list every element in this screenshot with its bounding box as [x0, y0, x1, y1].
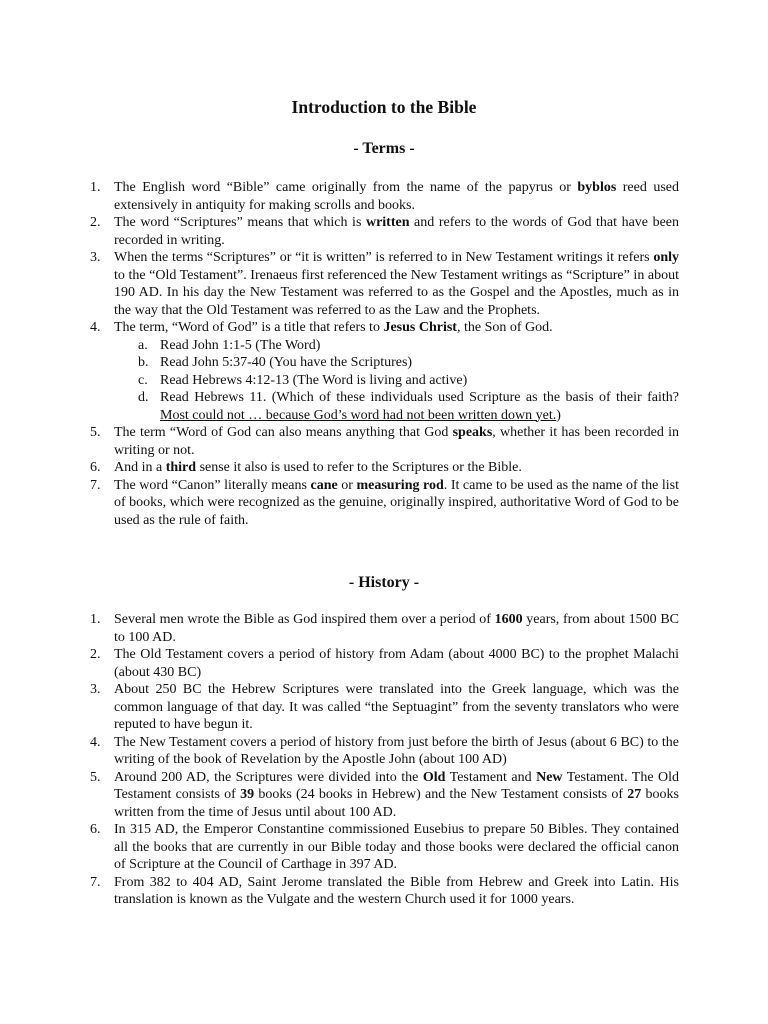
list-item-number: 1. — [90, 180, 101, 195]
emphasized-text: cane — [310, 477, 338, 493]
list-item-text: or — [337, 477, 357, 493]
emphasized-text: 27 — [627, 787, 642, 802]
underlined-text: Most could not … because God’s word had not been written down yet. — [160, 407, 557, 423]
list-item-text: The Old Testament covers a period of history from Adam (about 4000 BC) to the prophet Malachi (about 430 BC) — [114, 647, 679, 680]
list-item — [90, 319, 679, 424]
list-item-text: sense it also is used to refer to the Scriptures or the Bible. — [196, 460, 522, 475]
list-item — [90, 734, 679, 769]
history-heading: - History - — [348, 574, 420, 591]
list-item-text: Testament and — [445, 769, 537, 785]
list-item — [90, 821, 679, 874]
list-item-number: 3. — [90, 682, 101, 697]
list-item-number: 6. — [90, 460, 101, 475]
list-item-text: to the “Old Testament”. Irenaeus first referenced the New Testament writings as “Scripture” in about 190 AD. In his day the New Testament was referred to as the Gospel and the Apostles, much as in the way that the Old Testament was referred to as the Law and the Prophets. — [114, 267, 679, 318]
sub-list-item — [138, 372, 679, 390]
list-item-text: When the terms “Scriptures” or “it is written” is referred to in New Testament writings it refers — [114, 250, 654, 265]
emphasized-text: Jesus Christ — [383, 320, 457, 335]
emphasized-text: only — [653, 250, 679, 265]
history-list — [90, 611, 680, 909]
list-item-number: 1. — [90, 612, 101, 627]
list-item-text: The New Testament covers a period of history from just before the birth of Jesus (about 6 BC) to the writing of the book of Revelation by the Apostle John (about 100 AD) — [114, 734, 679, 767]
sub-list-item-letter: b. — [138, 355, 149, 370]
emphasized-text: speaks — [452, 425, 493, 440]
list-item-text: , the Son of God. — [456, 320, 553, 335]
list-item — [90, 874, 679, 909]
emphasized-text: 1600 — [494, 612, 523, 627]
emphasized-text: measuring rod — [356, 477, 444, 493]
sub-list-item-letter: c. — [138, 372, 148, 388]
list-item-number: 7. — [90, 477, 101, 493]
terms-list — [90, 179, 680, 529]
list-item-text: books written from the time of Jesus until about 100 AD. — [114, 787, 679, 820]
list-item-text: The term, “Word of God” is a title that refers to — [114, 320, 384, 335]
list-item — [90, 611, 680, 646]
list-item — [90, 477, 680, 530]
list-item-text: From 382 to 404 AD, Saint Jerome translated the Bible from Hebrew and Greek into Latin. His translation is known as the Vulgate and the western Church used it for 1000 years. — [114, 874, 679, 907]
list-item — [90, 424, 679, 459]
list-item-text: and refers to the words of God that have been recorded in writing. — [114, 215, 679, 248]
emphasized-text: byblos — [577, 180, 617, 195]
sub-list-item-letter: a. — [138, 337, 148, 353]
list-item — [90, 646, 679, 681]
list-item-number: 5. — [90, 425, 101, 440]
list-item-text: Around 200 AD, the Scriptures were divided into the — [114, 769, 423, 785]
list-item-number: 7. — [90, 874, 101, 890]
list-item — [90, 249, 679, 319]
emphasized-text: Old — [422, 769, 446, 785]
list-item-number: 3. — [90, 250, 101, 265]
document-title: Introduction to the Bible — [291, 97, 477, 117]
list-item — [90, 179, 679, 214]
emphasized-text: 39 — [240, 787, 255, 802]
list-item-text: The word “Canon” literally means — [114, 477, 311, 493]
sub-list — [114, 337, 679, 425]
list-item — [90, 769, 680, 822]
sub-list-item-text: Read John 5:37-40 (You have the Scriptures) — [160, 355, 413, 370]
list-item-text: Testament. The Old Testament consists of — [114, 769, 680, 802]
list-item-text: reed used extensively in antiquity for making scrolls and books. — [114, 180, 679, 213]
list-item — [90, 681, 679, 734]
sub-list-item-text: Read Hebrews 11. (Which of these individuals used Scripture as the basis of their faith? — [160, 390, 679, 405]
list-item-text: The term “Word of God can also means anything that God — [114, 425, 453, 440]
terms-heading: - Terms - — [353, 140, 415, 157]
list-item-number: 2. — [90, 647, 101, 662]
sub-list-item — [138, 337, 679, 355]
sub-list-item-text: Read John 1:1-5 (The Word) — [160, 337, 321, 353]
list-item-text: Several men wrote the Bible as God inspired them over a period of — [114, 612, 495, 627]
list-item-text: years, from about 1500 BC to 100 AD. — [114, 612, 680, 645]
sub-list-item — [138, 354, 679, 372]
sub-list-item-text: Read Hebrews 4:12-13 (The Word is living and active) — [160, 372, 468, 388]
emphasized-text: third — [165, 460, 197, 475]
list-item-number: 2. — [90, 215, 101, 230]
list-item-number: 4. — [90, 320, 101, 335]
emphasized-text: New — [536, 769, 563, 785]
list-item-number: 6. — [90, 822, 101, 837]
list-item-number: 5. — [90, 769, 101, 785]
sub-list-item — [138, 389, 679, 424]
list-item-text: About 250 BC the Hebrew Scriptures were translated into the Greek language, which was the common language of that day. It was called “the Septuagint” from the seventy translators who were reputed to have begun it. — [114, 682, 679, 732]
list-item-text: The word “Scriptures” means that which is — [114, 215, 366, 230]
list-item-text: books (24 books in Hebrew) and the New Testament consists of — [254, 787, 628, 802]
emphasized-text: written — [365, 215, 410, 230]
list-item-number: 4. — [90, 734, 101, 750]
list-item-text: The English word “Bible” came originally from the name of the papyrus or — [114, 180, 578, 195]
list-item-text: , whether it has been recorded in writing or not. — [114, 425, 679, 458]
sub-list-item-text-tail: ) — [556, 407, 561, 423]
list-item — [90, 459, 679, 477]
list-item — [90, 214, 679, 249]
list-item-text: And in a — [114, 460, 166, 475]
list-item-text: In 315 AD, the Emperor Constantine commissioned Eusebius to prepare 50 Bibles. They contained all the books that are currently in our Bible today and those books were declared the official canon of Scripture at the Council of Carthage in 397 AD. — [114, 822, 679, 872]
sub-list-item-letter: d. — [138, 390, 149, 405]
list-item-text: . It came to be used as the name of the list of books, which were recognized as the genuine, originally inspired, authoritative Word of God to be used as the rule of faith. — [114, 477, 680, 528]
